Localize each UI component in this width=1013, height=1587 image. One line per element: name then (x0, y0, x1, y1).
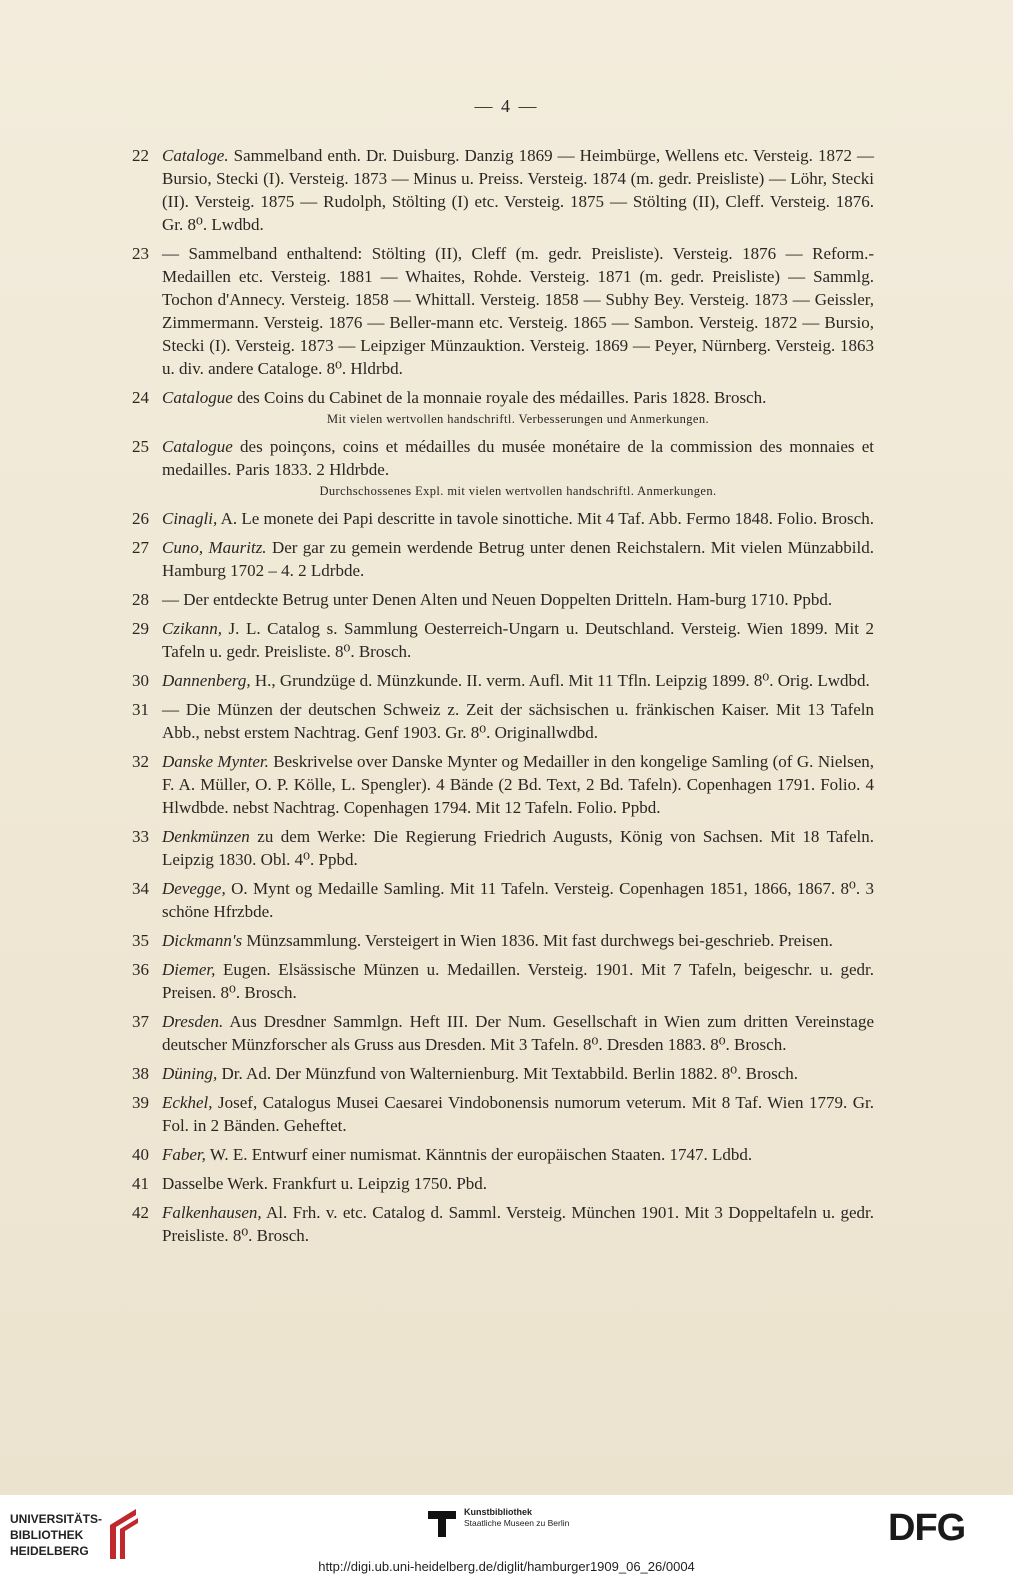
ub-heidelberg-logo[interactable] (10, 1505, 150, 1565)
entry-note: Mit vielen wertvollen handschriftl. Verbesserungen und Anmerkungen. (326, 412, 710, 426)
entry-number: 39 (132, 1093, 149, 1112)
entry-number: 24 (132, 388, 149, 407)
entry-description: Dasselbe Werk. Frankfurt u. Leipzig 1750. Pbd. (162, 1174, 488, 1193)
dfg-logo[interactable]: DFG (888, 1507, 966, 1549)
entry-number: 37 (132, 1012, 149, 1031)
entry-heading: Czikann, (162, 619, 222, 638)
entry-number: 32 (132, 752, 149, 771)
entry-heading: Danske Mynter. (162, 752, 269, 771)
entry-text (162, 588, 874, 611)
entry-description: Aus Dresdner Sammlgn. Heft III. Der Num. Gesellschaft in Wien zum dritten Vereinstage deutscher Münzforscher als Gruss aus Dresden. Mit 3 Tafeln. 8⁰. Dresden 1883. 8⁰. Brosch. (162, 1012, 874, 1054)
entry-heading: Faber, (162, 1145, 206, 1164)
entry-description: Al. Frh. v. etc. Catalog d. Samml. Versteig. München 1901. Mit 3 Doppeltafeln u. gedr. Preisliste. 8⁰. Brosch. (162, 1203, 874, 1245)
entry-text (162, 1091, 874, 1137)
entry-heading: Catalogue (162, 388, 233, 407)
catalogue-entry (132, 1091, 874, 1137)
ub-line-1: UNIVERSITÄTS- (10, 1512, 103, 1526)
catalogue-entry (132, 1010, 874, 1056)
catalogue-entry (132, 877, 874, 923)
entry-text (162, 750, 874, 819)
entry-heading: Eckhel, (162, 1093, 213, 1112)
entry-description: Dr. Ad. Der Münzfund von Walternienburg. Mit Textabbild. Berlin 1882. 8⁰. Brosch. (217, 1064, 799, 1083)
entry-description: H., Grundzüge d. Münzkunde. II. verm. Aufl. Mit 11 Tfln. Leipzig 1899. 8⁰. Orig. Lwdbd. (250, 671, 870, 690)
entry-description: des Coins du Cabinet de la monnaie royale des médailles. Paris 1828. Brosch. (232, 388, 767, 407)
catalogue-entry (132, 698, 874, 744)
ub-line-3: HEIDELBERG (10, 1544, 89, 1558)
entry-description: Sammelband enth. Dr. Duisburg. Danzig 1869 — Heimbürge, Wellens etc. Versteig. 1872 — Bursio, Stecki (I). Versteig. 1873 — Minus u. Preiss. Versteig. 1874 (m. gedr. Preisliste) — Löhr, Stecki (II). Versteig. 1875 — Rudolph, Stölting (I) etc. Versteig. 1875 — Stölting (II), Cleff. Versteig. 1876. Gr. 8⁰. Lwdbd. (162, 146, 874, 234)
entry-heading: Cataloge. (162, 146, 229, 165)
entry-text (162, 1201, 874, 1247)
entry-description: zu dem Werke: Die Regierung Friedrich Augusts, König von Sachsen. Mit 18 Tafeln. Leipzig 1830. Obl. 4⁰. Ppbd. (162, 827, 874, 869)
catalogue-entry (132, 617, 874, 663)
entry-text (162, 242, 874, 380)
catalogue-entry (132, 386, 874, 429)
entry-text (162, 1010, 874, 1056)
entry-description: J. L. Catalog s. Sammlung Oesterreich-Ungarn u. Deutschland. Versteig. Wien 1899. Mit 2 Tafeln u. gedr. Preisliste. 8⁰. Brosch. (162, 619, 874, 661)
entry-description: W. E. Entwurf einer numismat. Känntnis der europäischen Staaten. 1747. Ldbd. (205, 1145, 753, 1164)
entry-description: — Sammelband enthaltend: Stölting (II), Cleff (m. gedr. Preisliste). Versteig. 1876 — Reform.-Medaillen etc. Versteig. 1881 — Whaites, Rohde. Versteig. 1871 (m. gedr. Preisliste) — Sammlg. Tochon d'Annecy. Versteig. 1858 — Whittall. Versteig. 1858 — Subhy Bey. Versteig. 1873 — Geissler, Zimmermann. Versteig. 1876 — Beller-mann etc. Versteig. 1865 — Sambon. Versteig. 1872 — Bursio, Stecki (I). Versteig. 1873 — Leipziger Münzauktion. Versteig. 1869 — Peyer, Nürnberg. Versteig. 1863 u. div. andere Cataloge. 8⁰. Hldrbd. (162, 244, 874, 378)
catalogue-entry (132, 144, 874, 236)
entry-heading: Catalogue (162, 437, 233, 456)
entry-number: 30 (132, 671, 149, 690)
entry-number: 40 (132, 1145, 149, 1164)
catalogue-entries (132, 144, 874, 1253)
entry-number: 34 (132, 879, 149, 898)
entry-number: 29 (132, 619, 149, 638)
entry-heading: Dannenberg, (162, 671, 251, 690)
entry-text (162, 144, 874, 236)
entry-description: des poinçons, coins et médailles du musée monétaire de la commission des monnaies et medailles. Paris 1833. 2 Hldrbde. (162, 437, 874, 479)
ub-line-2: BIBLIOTHEK (10, 1528, 84, 1542)
kb-line-2: Staatliche Museen zu Berlin (464, 1518, 570, 1528)
entry-description: Eugen. Elsässische Münzen u. Medaillen. Versteig. 1901. Mit 7 Tafeln, beigeschr. u. gedr. Preisen. 8⁰. Brosch. (162, 960, 874, 1002)
entry-heading: Dickmann's (162, 931, 243, 950)
catalogue-entry (132, 958, 874, 1004)
catalogue-entry (132, 669, 874, 692)
entry-note: Durchschossenes Expl. mit vielen wertvollen handschriftl. Anmerkungen. (319, 484, 717, 498)
entry-number: 38 (132, 1064, 149, 1083)
kunstbibliothek-logo[interactable] (428, 1505, 598, 1545)
entry-text (162, 698, 874, 744)
entry-text (162, 669, 874, 692)
catalogue-entry (132, 507, 874, 530)
catalogue-entry (132, 588, 874, 611)
entry-text (162, 877, 874, 923)
entry-number: 28 (132, 590, 149, 609)
entry-number: 42 (132, 1203, 149, 1222)
catalogue-entry (132, 1062, 874, 1085)
entry-heading: Devegge, (162, 879, 226, 898)
entry-description: — Der entdeckte Betrug unter Denen Alten und Neuen Doppelten Dritteln. Ham-burg 1710. Ppbd. (162, 590, 833, 609)
catalogue-entry (132, 750, 874, 819)
entry-number: 26 (132, 509, 149, 528)
entry-text (162, 386, 874, 409)
kb-mark-icon (428, 1511, 456, 1537)
entry-description: Münzsammlung. Versteigert in Wien 1836. Mit fast durchwegs bei-geschrieb. Preisen. (242, 931, 833, 950)
source-url[interactable]: http://digi.ub.uni-heidelberg.de/diglit/hamburger1909_06_26/0004 (318, 1559, 695, 1574)
entry-number: 27 (132, 538, 149, 557)
entry-text (162, 507, 874, 530)
entry-number: 31 (132, 700, 149, 719)
entry-text (162, 617, 874, 663)
kb-logo-text (464, 1507, 569, 1529)
catalogue-entry (132, 1143, 874, 1166)
entry-number: 25 (132, 437, 149, 456)
entry-heading: Cuno, Mauritz. (162, 538, 267, 557)
catalogue-entry (132, 435, 874, 501)
entry-text (162, 1143, 874, 1166)
entry-description: Der gar zu gemein werdende Betrug unter denen Reichstalern. Mit vielen Münzabbild. Hamburg 1702 – 4. 2 Ldrbde. (162, 538, 874, 580)
entry-text (162, 958, 874, 1004)
entry-number: 33 (132, 827, 149, 846)
catalogue-entry (132, 242, 874, 380)
entry-heading: Cinagli, (162, 509, 218, 528)
entry-number: 23 (132, 244, 149, 263)
entry-heading: Falkenhausen, (162, 1203, 262, 1222)
ub-logo-text (10, 1511, 102, 1559)
ub-mark-icon (106, 1505, 142, 1563)
entry-number: 36 (132, 960, 149, 979)
entry-number: 35 (132, 931, 149, 950)
catalogue-entry (132, 825, 874, 871)
entry-heading: Denkmünzen (162, 827, 250, 846)
entry-number: 22 (132, 146, 149, 165)
entry-description: Beskrivelse over Danske Mynter og Medailler in den kongelige Samling (of G. Nielsen, F. A. Müller, O. P. Kölle, L. Spengler). 4 Bände (2 Bd. Text, 2 Bd. Tafeln). Copenhagen 1791. Folio. 4 Hlwdbde. nebst Nachtrag. Copenhagen 1794. Mit 12 Tafeln. Folio. Ppbd. (162, 752, 874, 817)
footer-bar (0, 1495, 1013, 1587)
entry-heading: Diemer, (162, 960, 216, 979)
entry-text (162, 929, 874, 952)
entry-text (162, 536, 874, 582)
entry-description: O. Mynt og Medaille Samling. Mit 11 Tafeln. Versteig. Copenhagen 1851, 1866, 1867. 8⁰. 3 schöne Hfrzbde. (162, 879, 874, 921)
catalogue-entry (132, 929, 874, 952)
entry-text (162, 1172, 874, 1195)
catalogue-entry (132, 1201, 874, 1247)
entry-description: A. Le monete dei Papi descritte in tavole sinottiche. Mit 4 Taf. Abb. Fermo 1848. Folio. Brosch. (217, 509, 874, 528)
entry-description: — Die Münzen der deutschen Schweiz z. Zeit der sächsischen u. fränkischen Kaiser. Mit 13 Tafeln Abb., nebst erstem Nachtrag. Genf 1903. Gr. 8⁰. Originallwdbd. (162, 700, 874, 742)
entry-heading: Dresden. (162, 1012, 224, 1031)
entry-text (162, 435, 874, 481)
entry-description: Josef, Catalogus Musei Caesarei Vindobonensis numorum veterum. Mit 8 Taf. Wien 1779. Gr. Fol. in 2 Bänden. Geheftet. (162, 1093, 874, 1135)
entry-heading: Düning, (162, 1064, 218, 1083)
page-number: — 4 — (474, 96, 539, 116)
entry-text (162, 825, 874, 871)
kb-line-1: Kunstbibliothek (464, 1507, 532, 1517)
entry-number: 41 (132, 1174, 149, 1193)
catalogue-entry (132, 536, 874, 582)
entry-text (162, 1062, 874, 1085)
catalogue-entry (132, 1172, 874, 1195)
